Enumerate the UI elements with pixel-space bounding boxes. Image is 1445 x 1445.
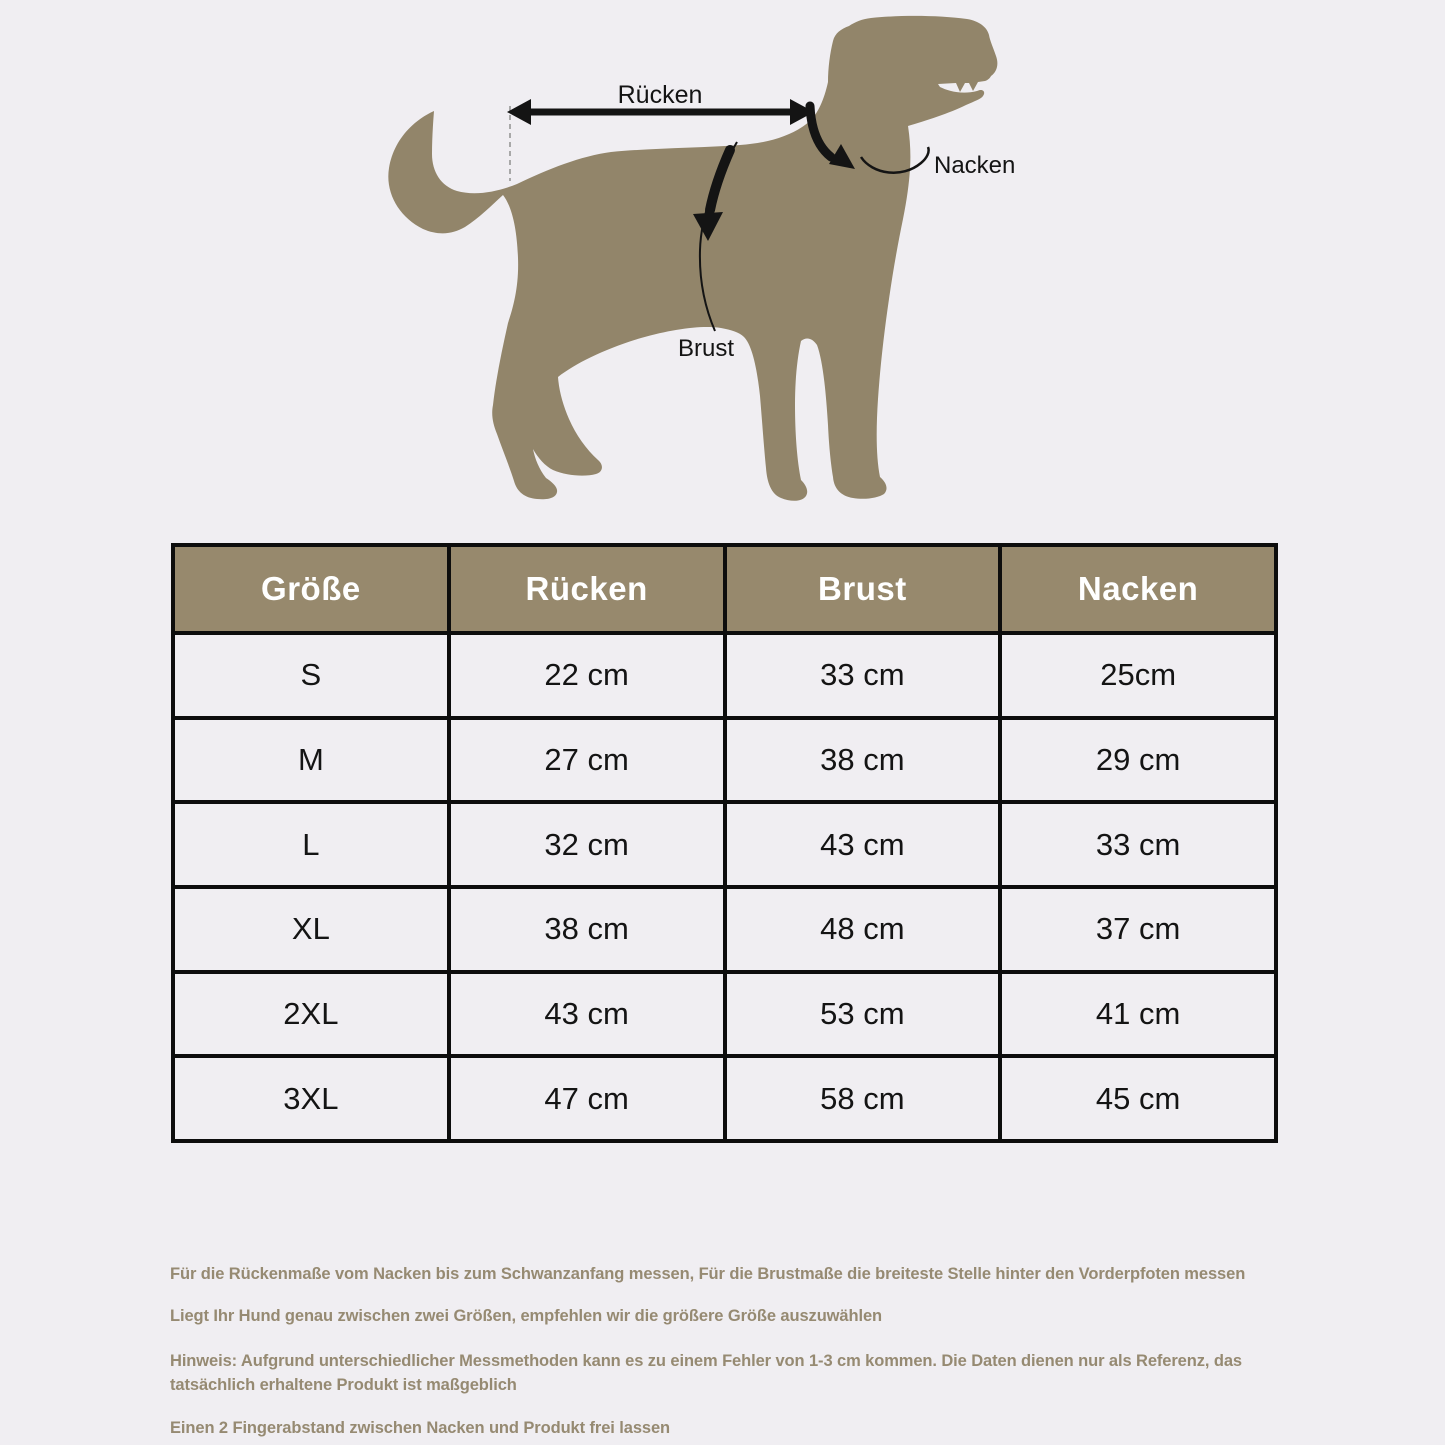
note-between-sizes: Liegt Ihr Hund genau zwischen zwei Größen, empfehlen wir die größere Größe auszuwählen (170, 1307, 883, 1325)
table-row (173, 972, 1276, 1057)
measurement-cell: 53 cm (725, 972, 1001, 1057)
measurement-cell: 33 cm (1000, 802, 1276, 887)
header-cell-neck: Nacken (1000, 545, 1276, 633)
back-label: Rücken (617, 81, 703, 109)
size-cell: XL (173, 887, 449, 972)
header-row (173, 545, 1276, 633)
header-cell-size: Größe (173, 545, 449, 633)
measurement-cell: 38 cm (449, 887, 725, 972)
chest-label: Brust (677, 335, 735, 362)
neck-label: Nacken (934, 152, 1016, 179)
size-table (171, 543, 1278, 1143)
measurement-cell: 41 cm (1000, 972, 1276, 1057)
note-measuring-instructions: Für die Rückenmaße vom Nacken bis zum Schwanzanfang messen, Für die Brustmaße die breiteste Stelle hinter den Vorderpfoten messen (170, 1265, 1246, 1283)
table-row (173, 802, 1276, 887)
size-cell: 2XL (173, 972, 449, 1057)
size-cell: S (173, 633, 449, 718)
note-finger-gap: Einen 2 Fingerabstand zwischen Nacken und Produkt frei lassen (170, 1419, 671, 1437)
measurement-cell: 38 cm (725, 718, 1001, 803)
measurement-cell: 29 cm (1000, 718, 1276, 803)
header-cell-chest: Brust (725, 545, 1001, 633)
measurement-cell: 37 cm (1000, 887, 1276, 972)
table-row (173, 1056, 1276, 1141)
measurement-cell: 33 cm (725, 633, 1001, 718)
measurement-cell: 27 cm (449, 718, 725, 803)
table-row (173, 633, 1276, 718)
header-cell-back: Rücken (449, 545, 725, 633)
size-table-header (173, 545, 1276, 633)
measurement-cell: 22 cm (449, 633, 725, 718)
note-measurement-tolerance: Hinweis: Aufgrund unterschiedlicher Messmethoden kann es zu einem Fehler von 1-3 cm kommen. Die Daten dienen nur als Referenz, das tatsächlich erhaltene Produkt ist maßgeblich (170, 1352, 1242, 1394)
measurement-cell: 48 cm (725, 887, 1001, 972)
measurement-cell: 43 cm (725, 802, 1001, 887)
measurement-cell: 25cm (1000, 633, 1276, 718)
measurement-cell: 47 cm (449, 1056, 725, 1141)
dog-measurement-diagram (330, 0, 1050, 520)
size-table-body (173, 633, 1276, 1141)
size-cell: L (173, 802, 449, 887)
size-cell: M (173, 718, 449, 803)
measurement-cell: 58 cm (725, 1056, 1001, 1141)
measurement-cell: 45 cm (1000, 1056, 1276, 1141)
measurement-cell: 32 cm (449, 802, 725, 887)
size-cell: 3XL (173, 1056, 449, 1141)
measurement-cell: 43 cm (449, 972, 725, 1057)
table-row (173, 718, 1276, 803)
table-row (173, 887, 1276, 972)
